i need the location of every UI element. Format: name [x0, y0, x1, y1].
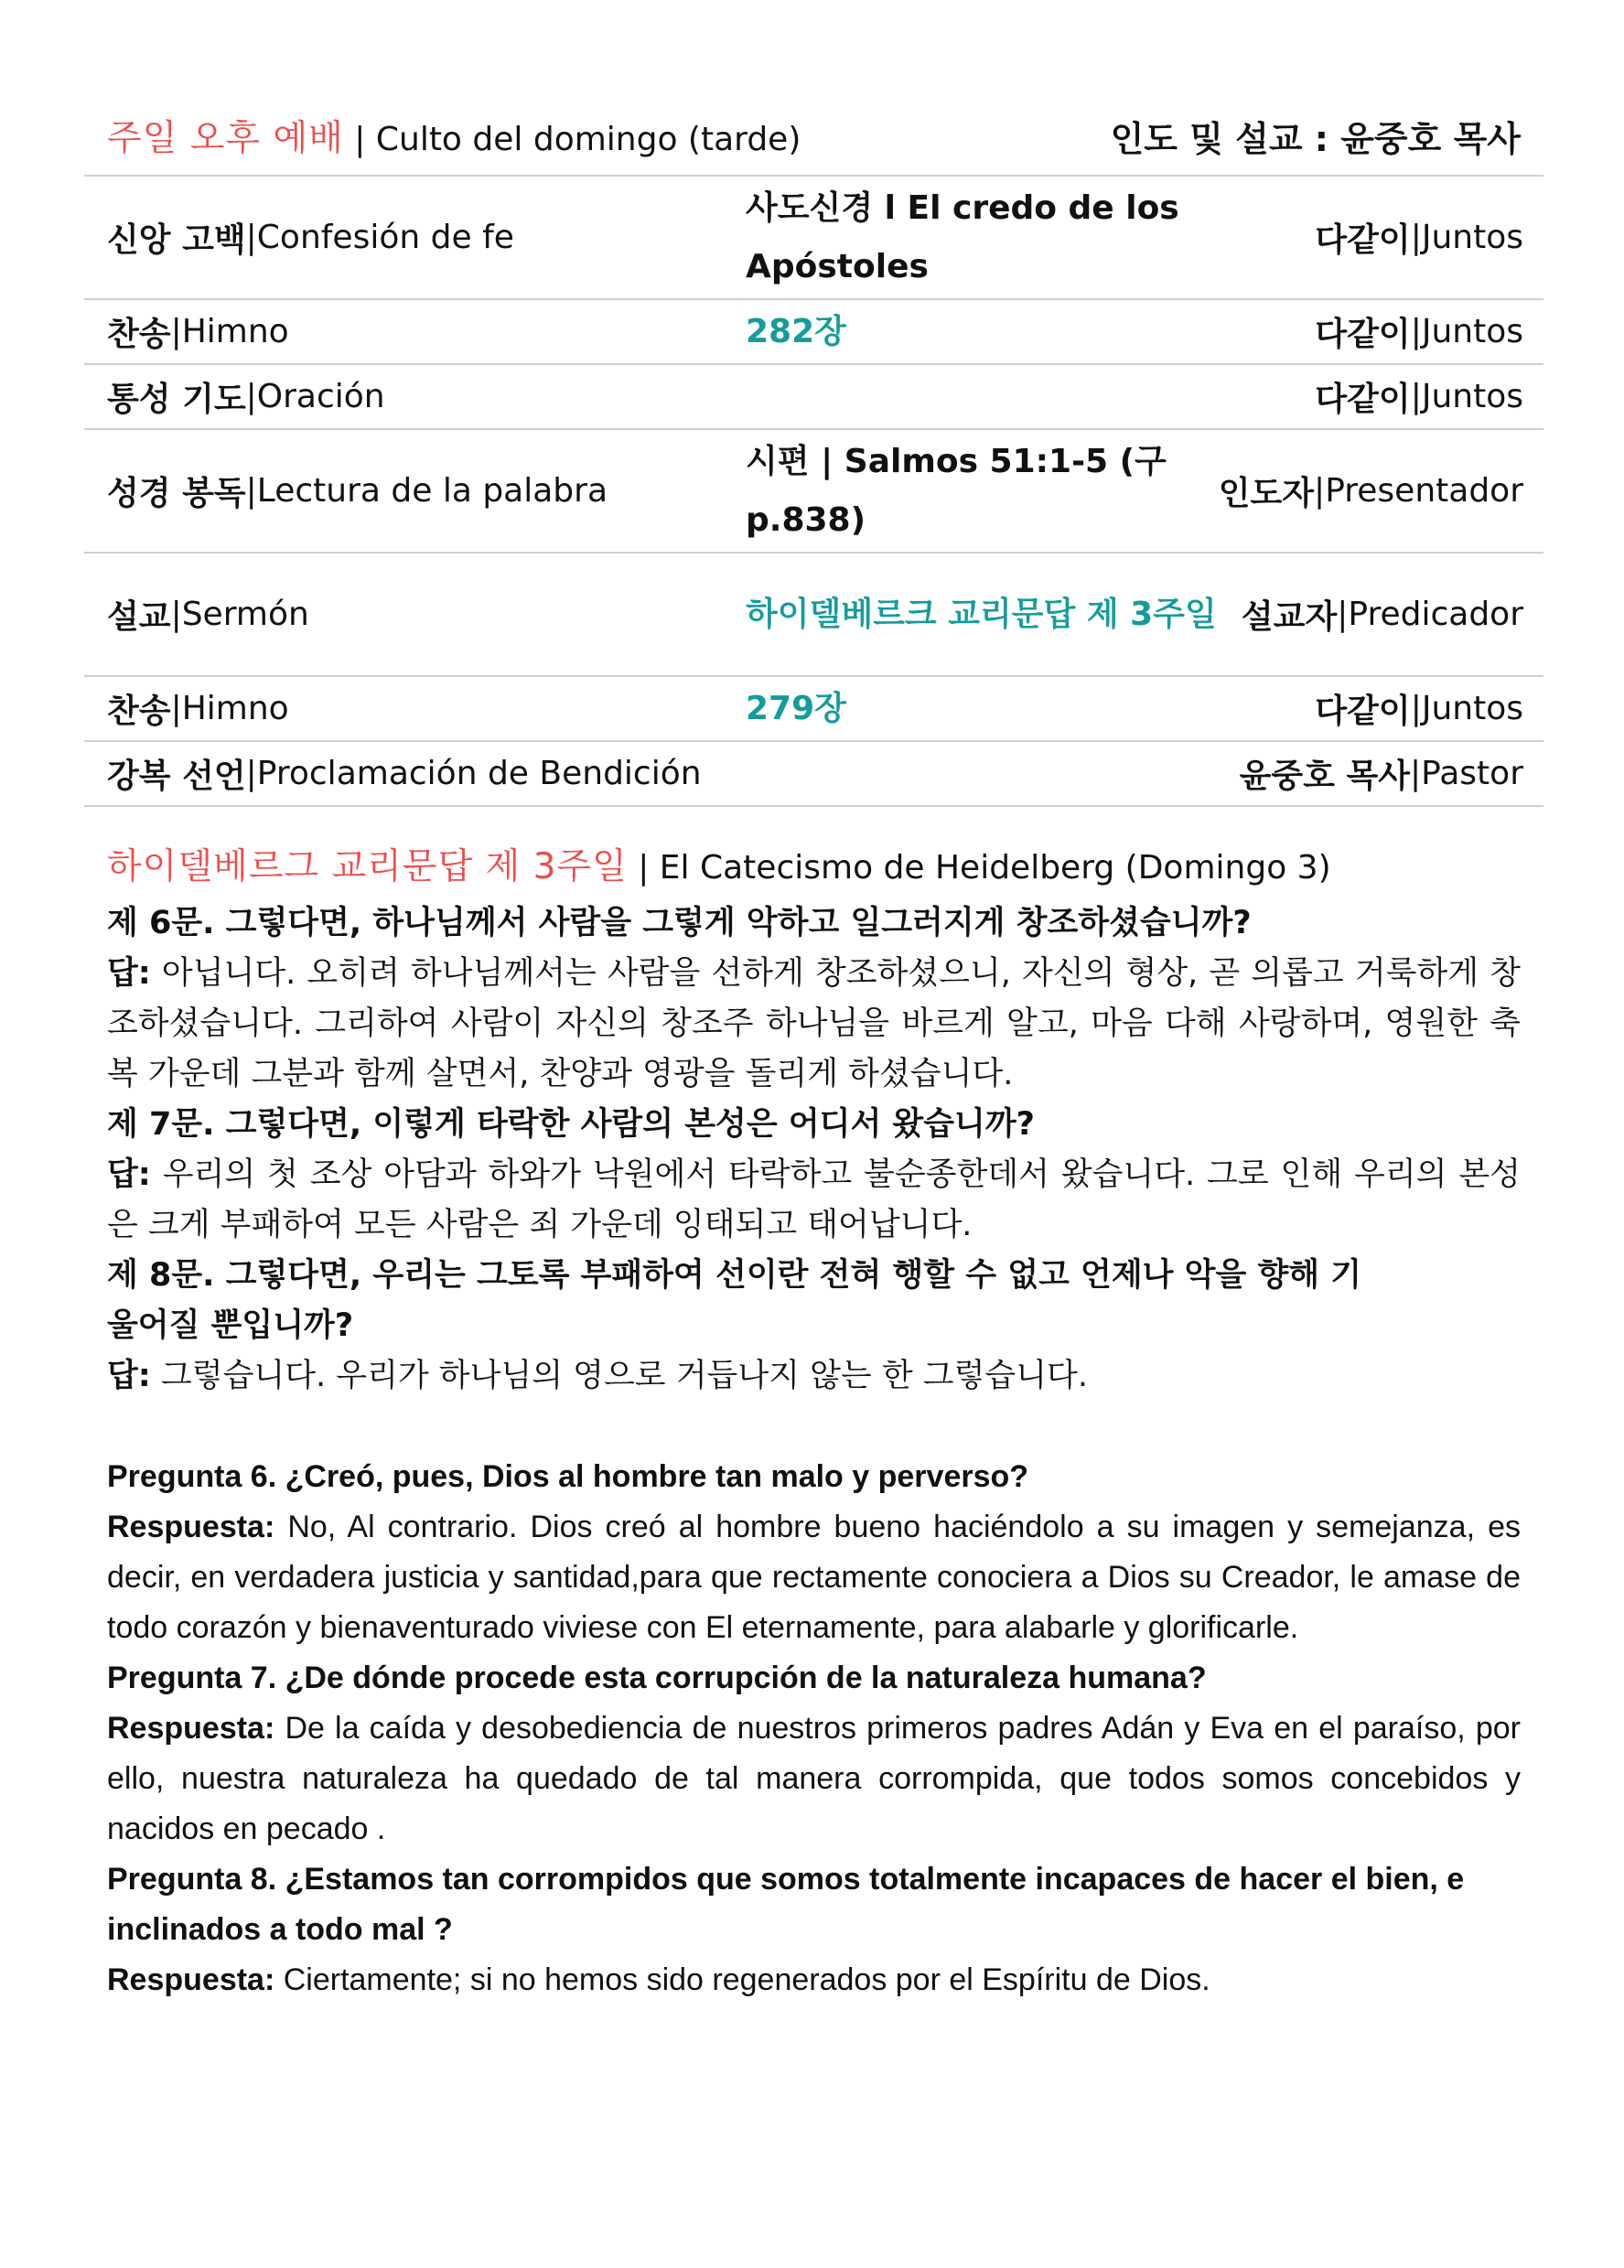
order-item-korean: 신앙 고백 — [107, 221, 246, 259]
korean-answer-8 — [107, 1351, 1521, 1402]
order-row-scripture — [84, 430, 1543, 554]
korean-question-6: 제 6문. 그렇다면, 하나님께서 사람을 그렇게 악하고 일그러지게 창조하셨습니까? — [107, 905, 1252, 941]
order-row-confession — [84, 177, 1543, 300]
answer-label: 답: — [107, 955, 151, 992]
hymn-number: 279장 — [746, 689, 846, 727]
order-item-participant — [1315, 677, 1523, 740]
order-separator: | — [1410, 755, 1422, 792]
order-item-participant — [1315, 177, 1523, 298]
spanish-answer-7 — [107, 1704, 1521, 1854]
catechism-title-spanish: El Catecismo de Heidelberg (Domingo 3) — [659, 849, 1331, 887]
title-separator: | — [627, 849, 660, 887]
sermon-title: 하이델베르크 교리문답 제 3주일 — [746, 595, 1217, 633]
order-item-korean: 찬송 — [107, 316, 171, 353]
order-separator: | — [1410, 690, 1422, 727]
order-item-spanish: Oración — [256, 378, 385, 415]
participant-korean: 윤중호 목사 — [1239, 758, 1410, 795]
order-row-hymn-1 — [84, 300, 1543, 365]
order-item-label — [107, 365, 385, 428]
order-row-benediction — [84, 742, 1543, 807]
korean-answer-7 — [107, 1150, 1521, 1251]
order-item-korean: 통성 기도 — [107, 381, 246, 418]
participant-korean: 설교자 — [1241, 598, 1338, 636]
service-leader: 인도 및 설교 : 윤중호 목사 — [1110, 119, 1521, 159]
answer-label: 답: — [107, 1156, 151, 1193]
answer-text: No, Al contrario. Dios creó al hombre bueno haciéndolo a su imagen y semejanza, es decir, en verdadera justicia y santidad,para que rectamente conociera a Dios su Creador, le amase de todo corazón y bienaventurado viviese con El eternamente, para alabarle y glorificarle. — [107, 1510, 1521, 1645]
spanish-question-8: Pregunta 8. ¿Estamos tan corrompidos que somos totalmente incapaces de hacer el bien, e inclinados a todo mal ? — [107, 1862, 1465, 1947]
order-of-worship-table — [84, 175, 1543, 807]
hymn-number: 282장 — [746, 312, 846, 350]
scripture-reference: 시편 | Salmos 51:1-5 (구 p.838) — [746, 442, 1167, 539]
order-item-participant — [1315, 365, 1523, 428]
participant-spanish: Predicador — [1348, 596, 1523, 633]
participant-korean: 다같이 — [1315, 381, 1411, 418]
korean-answer-6 — [107, 949, 1521, 1100]
answer-label: 답: — [107, 1358, 151, 1394]
answer-label: Respuesta: — [107, 1962, 275, 1997]
order-item-spanish: Proclamación de Bendición — [256, 755, 702, 792]
service-title — [107, 102, 801, 177]
section-gap — [107, 1402, 1521, 1452]
answer-text: 우리의 첫 조상 아담과 하와가 낙원에서 타락하고 불순종한데서 왔습니다. 그로 인해 우리의 본성은 크게 부패하여 모든 사람은 죄 가운데 잉태되고 태어납니다. — [107, 1156, 1521, 1243]
answer-text: De la caída y desobediencia de nuestros primeros padres Adán y Eva en el paraíso, por ello, nuestra naturaleza ha quedado de tal manera corrompida, que todos somos concebidos y nacidos en pecado . — [107, 1711, 1521, 1846]
service-title-spanish: Culto del domingo (tarde) — [375, 121, 801, 158]
order-item-spanish: Lectura de la palabra — [256, 472, 608, 510]
spanish-question-7: Pregunta 7. ¿De dónde procede esta corrupción de la naturaleza humana? — [107, 1661, 1207, 1695]
participant-korean: 다같이 — [1315, 693, 1411, 730]
answer-label: Respuesta: — [107, 1510, 275, 1544]
korean-question-8: 제 8문. 그렇다면, 우리는 그토록 부패하여 선이란 전혀 행할 수 없고 언제나 악을 향해 기울어질 뿐입니까? — [107, 1257, 1362, 1344]
title-separator: | — [343, 121, 376, 158]
order-separator: | — [245, 378, 257, 415]
order-item-label — [107, 430, 608, 552]
order-separator: | — [245, 472, 257, 510]
order-separator: | — [245, 755, 257, 792]
order-separator: | — [1410, 378, 1422, 415]
order-separator: | — [245, 219, 257, 256]
order-separator: | — [170, 690, 182, 727]
order-item-label — [107, 177, 514, 298]
answer-text: 아닙니다. 오히려 하나님께서는 사람을 선하게 창조하셨으니, 자신의 형상, 곧 의롭고 거룩하게 창조하셨습니다. 그리하여 사람이 자신의 창조주 하나님을 바르게 알고, 마음 다해 사랑하며, 영원한 축복 가운데 그분과 함께 살면서, 찬양과 영광을 돌리게 하셨습니다. — [107, 955, 1521, 1092]
service-title-korean: 주일 오후 예배 — [107, 118, 344, 159]
catechism-section — [107, 837, 1521, 2005]
order-separator: | — [1410, 313, 1422, 350]
order-item-korean: 찬송 — [107, 693, 171, 730]
order-item-korean: 강복 선언 — [107, 758, 246, 795]
order-row-hymn-2 — [84, 677, 1543, 742]
order-item-participant — [1315, 300, 1523, 363]
participant-spanish: Juntos — [1421, 378, 1523, 415]
order-item-detail: 사도신경 l El credo de los Apóstoles — [746, 188, 1179, 285]
participant-korean: 다같이 — [1315, 316, 1411, 353]
order-row-prayer — [84, 365, 1543, 430]
order-item-spanish: Confesión de fe — [256, 219, 514, 256]
order-item-spanish: Himno — [181, 313, 289, 350]
order-item-label — [107, 742, 702, 805]
order-separator: | — [1314, 472, 1326, 510]
order-item-detail — [746, 742, 1258, 805]
answer-label: Respuesta: — [107, 1711, 275, 1746]
service-header — [107, 102, 1521, 176]
order-item-participant — [1242, 554, 1523, 675]
spanish-question-6: Pregunta 6. ¿Creó, pues, Dios al hombre tan malo y perverso? — [107, 1459, 1029, 1494]
order-separator: | — [170, 596, 182, 633]
order-item-spanish: Himno — [181, 690, 289, 727]
order-item-detail — [746, 365, 1258, 428]
order-item-label — [107, 554, 309, 675]
korean-question-7: 제 7문. 그렇다면, 이렇게 타락한 사람의 본성은 어디서 왔습니까? — [107, 1106, 1035, 1143]
catechism-title — [107, 837, 1521, 898]
spanish-answer-6 — [107, 1502, 1521, 1653]
spanish-answer-8 — [107, 1955, 1521, 2005]
participant-korean: 인도자 — [1218, 475, 1315, 512]
answer-text: Ciertamente; si no hemos sido regenerados por el Espíritu de Dios. — [283, 1962, 1210, 1997]
order-item-label — [107, 300, 289, 363]
order-separator: | — [1410, 219, 1422, 256]
participant-korean: 다같이 — [1315, 221, 1411, 259]
order-item-participant — [1219, 430, 1523, 552]
participant-spanish: Juntos — [1421, 313, 1523, 350]
answer-text: 그렇습니다. 우리가 하나님의 영으로 거듭나지 않는 한 그렇습니다. — [160, 1358, 1088, 1394]
order-item-korean: 성경 봉독 — [107, 475, 246, 512]
participant-spanish: Juntos — [1421, 219, 1523, 256]
order-row-sermon — [84, 554, 1543, 677]
order-item-participant — [1240, 742, 1523, 805]
order-item-korean: 설교 — [107, 598, 171, 636]
order-item-spanish: Sermón — [181, 596, 309, 633]
catechism-title-korean: 하이델베르그 교리문답 제 3주일 — [107, 846, 628, 887]
participant-spanish: Presentador — [1325, 472, 1523, 510]
participant-spanish: Juntos — [1421, 690, 1523, 727]
order-separator: | — [170, 313, 182, 350]
order-separator: | — [1337, 596, 1349, 633]
participant-spanish: Pastor — [1421, 755, 1523, 792]
order-item-label — [107, 677, 289, 740]
